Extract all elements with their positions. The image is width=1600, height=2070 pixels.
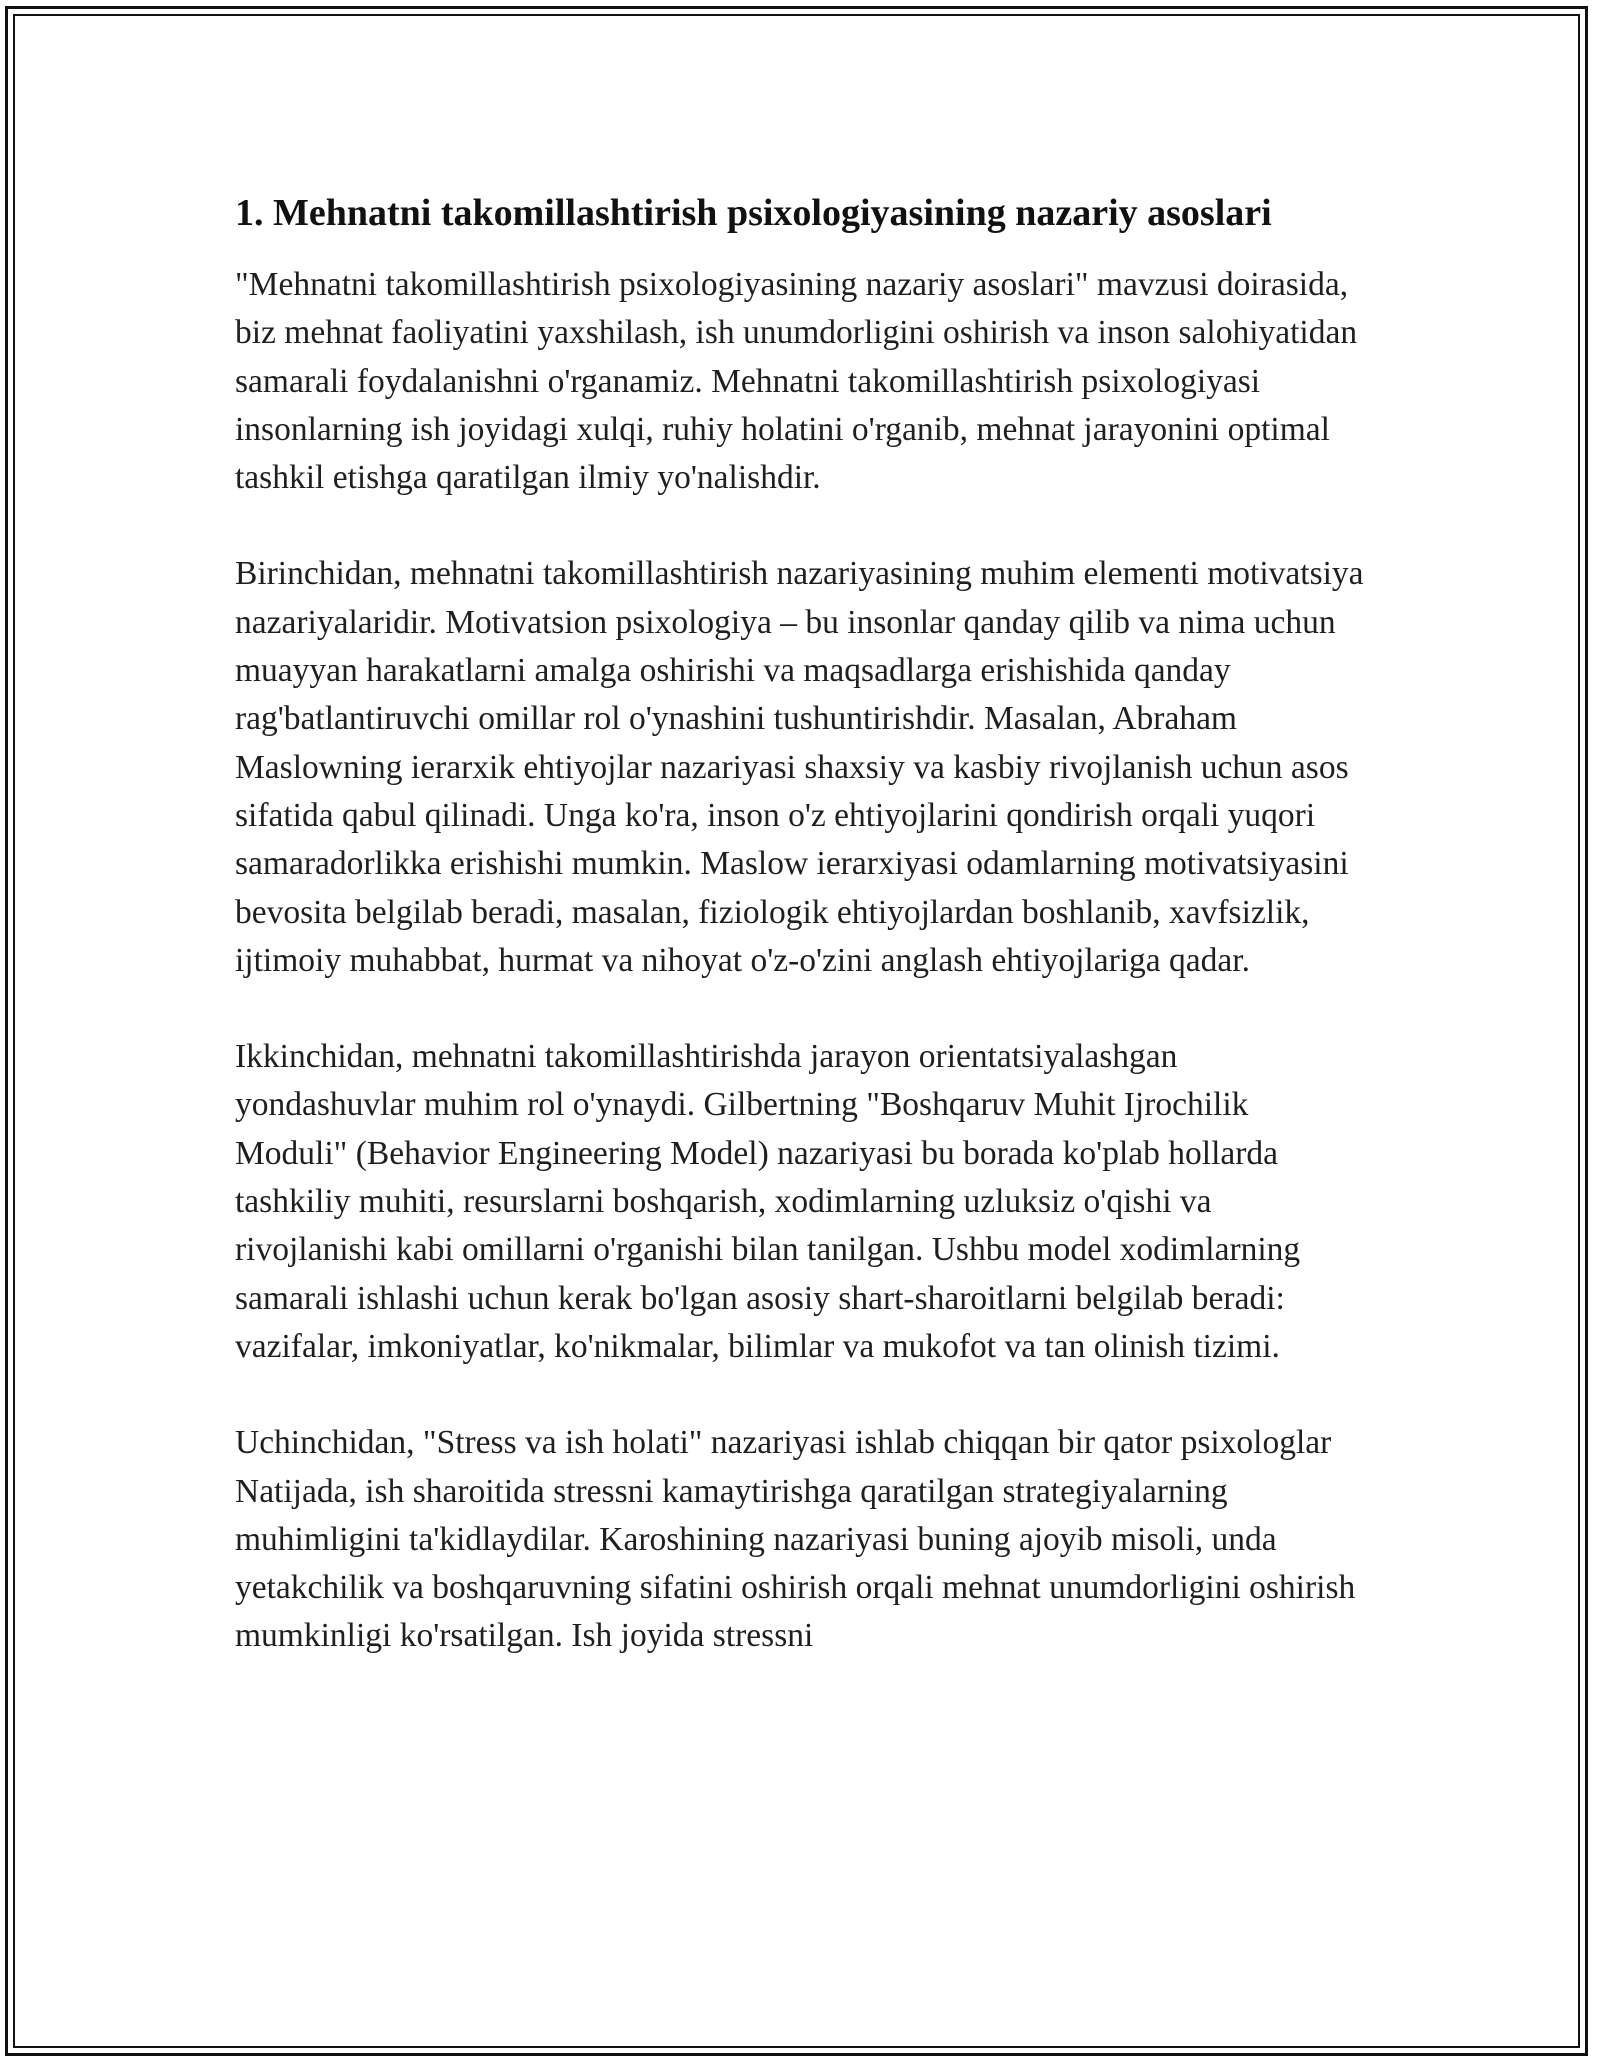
paragraph-stress: Uchinchidan, "Stress va ish holati" nazariyasi ishlab chiqqan bir qator psixologlar Natijada, ish sharoitida stressni kamaytirishga qaratilgan strategiyalarning muhimligini ta'kidlaydilar. Karoshining nazariyasi buning ajoyib misoli, unda yetakchilik va boshqaruvning sifatini oshirish orqali mehnat unumdorligini oshirish mumkinligi ko'rsatilgan. Ish joyida stressni [235, 1424, 1356, 1655]
paragraph-intro: "Mehnatni takomillashtirish psixologiyasining nazariy asoslari" mavzusi doirasida, biz mehnat faoliyatini yaxshilash, ish unumdorligini oshirish va inson salohiyatidan samarali foydalanishni o'rganamiz. Mehnatni takomillashtirish psixologiyasi insonlarning ish joyidagi xulqi, ruhiy holatini o'rganib, mehnat jarayonini optimal tashkil etishga qaratilgan ilmiy yo'nalishdir. [235, 266, 1358, 497]
document-body [235, 186, 1365, 1709]
section-heading: 1. Mehnatni takomillashtirish psixologiyasining nazariy asoslari [235, 192, 1272, 234]
paragraph-process-approach: Ikkinchidan, mehnatni takomillashtirishda jarayon orientatsiyalashgan yondashuvlar muhim rol o'ynaydi. Gilbertning "Boshqaruv Muhit Ijrochilik Moduli" (Behavior Engineering Model) nazariyasi bu borada ko'plab hollarda tashkiliy muhiti, resurslarni boshqarish, xodimlarning uzluksiz o'qishi va rivojlanishi kabi omillarni o'rganishi bilan tanilgan. Ushbu model xodimlarning samarali ishlashi uchun kerak bo'lgan asosiy shart-sharoitlarni belgilab beradi: vazifalar, imkoniyatlar, ko'nikmalar, bilimlar va mukofot va tan olinish tizimi. [235, 1038, 1301, 1365]
paragraph-motivation: Birinchidan, mehnatni takomillashtirish nazariyasining muhim elementi motivatsiya nazariyalaridir. Motivatsion psixologiya – bu insonlar qanday qilib va nima uchun muayyan harakatlarni amalga oshirishi va maqsadlarga erishishida qanday rag'batlantiruvchi omillar rol o'ynashini tushuntirishdir. Masalan, Abraham Maslowning ierarxik ehtiyojlar nazariyasi shaxsiy va kasbiy rivojlanish uchun asos sifatida qabul qilinadi. Unga ko'ra, inson o'z ehtiyojlarini qondirish orqali yuqori samaradorlikka erishishi mumkin. Maslow ierarxiyasi odamlarning motivatsiyasini bevosita belgilab beradi, masalan, fiziologik ehtiyojlardan boshlanib, xavfsizlik, ijtimoiy muhabbat, hurmat va nihoyat o'z-o'zini anglash ehtiyojlariga qadar. [235, 555, 1364, 979]
